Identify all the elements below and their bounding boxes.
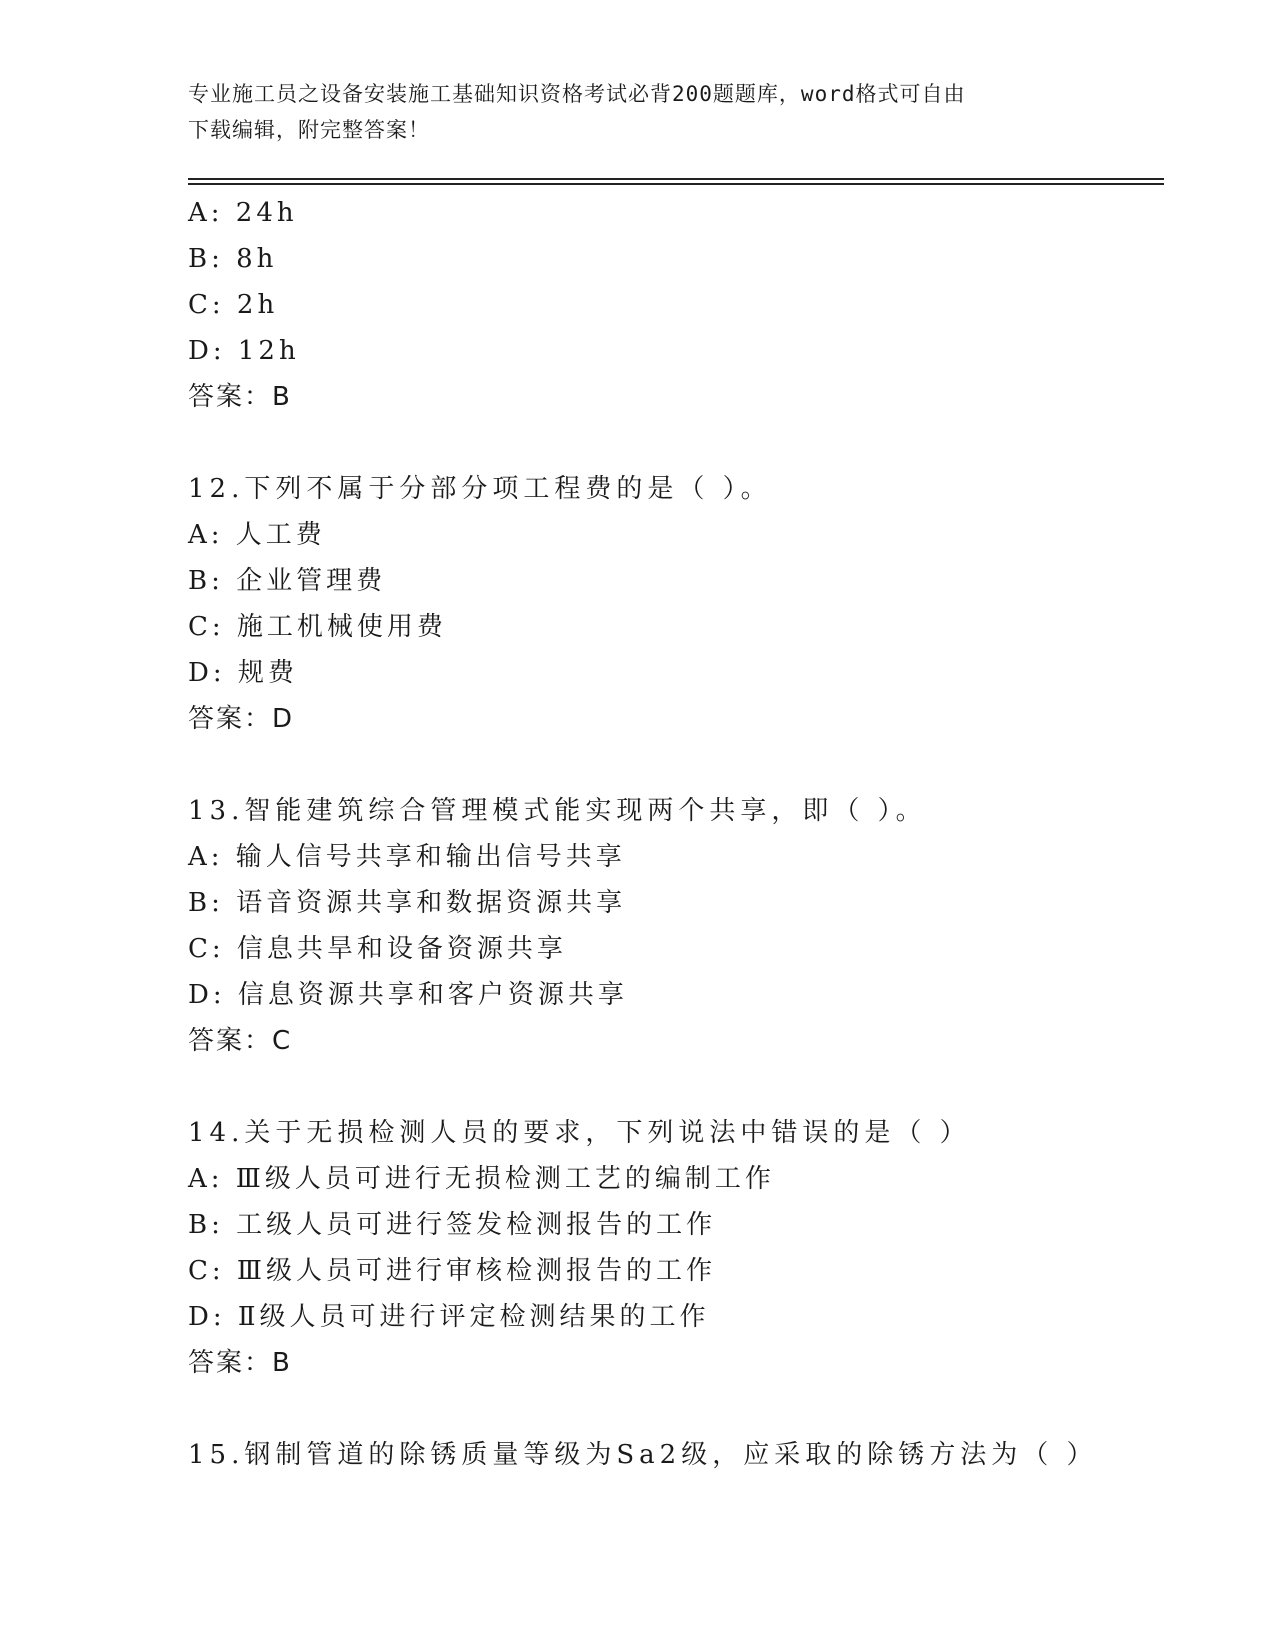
question-stem: 15.钢制管道的除锈质量等级为Sa2级，应采取的除锈方法为（ ） bbox=[188, 1440, 1098, 1470]
answer-text: 答案：C bbox=[188, 1026, 293, 1056]
option-c: C: 施工机械使用费 bbox=[188, 612, 447, 642]
spacer bbox=[188, 742, 1164, 788]
answer-text: 答案：D bbox=[188, 704, 295, 734]
header-line-1: 专业施工员之设备安装施工基础知识资格考试必背200题题库，word格式可自由 bbox=[188, 82, 966, 106]
header-line-2: 下载编辑，附完整答案！ bbox=[188, 118, 430, 142]
option-a: A: 人工费 bbox=[188, 520, 326, 550]
question-block bbox=[188, 788, 1164, 1064]
option-d: D: 12h bbox=[188, 336, 300, 366]
document-header bbox=[188, 76, 1078, 148]
header-divider-top bbox=[188, 178, 1164, 180]
option-d: D: Ⅱ级人员可进行评定检测结果的工作 bbox=[188, 1302, 710, 1332]
option-a: A: 输人信号共享和输出信号共享 bbox=[188, 842, 626, 872]
option-c: C: 2h bbox=[188, 290, 279, 320]
answer-text: 答案：B bbox=[188, 1348, 292, 1378]
option-b: B: 语音资源共享和数据资源共享 bbox=[188, 888, 627, 918]
question-stem: 12.下列不属于分部分项工程费的是（ ）。 bbox=[188, 474, 772, 504]
question-stem: 14.关于无损检测人员的要求，下列说法中错误的是（ ） bbox=[188, 1118, 971, 1148]
option-c: C: Ⅲ级人员可进行审核检测报告的工作 bbox=[188, 1256, 716, 1286]
option-d: D: 信息资源共享和客户资源共享 bbox=[188, 980, 628, 1010]
spacer bbox=[188, 1064, 1164, 1110]
header-divider-bottom bbox=[188, 183, 1164, 185]
option-a: A: Ⅲ级人员可进行无损检测工艺的编制工作 bbox=[188, 1164, 775, 1194]
option-a: A: 24h bbox=[188, 198, 298, 228]
question-block bbox=[188, 466, 1164, 742]
answer-text: 答案：B bbox=[188, 382, 292, 412]
question-block bbox=[188, 1110, 1164, 1386]
question-stem: 13.智能建筑综合管理模式能实现两个共享，即（ ）。 bbox=[188, 796, 927, 826]
option-b: B: 企业管理费 bbox=[188, 566, 387, 596]
question-block bbox=[188, 190, 1164, 420]
option-b: B: 8h bbox=[188, 244, 278, 274]
question-list bbox=[188, 190, 1164, 1478]
question-block bbox=[188, 1432, 1164, 1478]
option-d: D: 规费 bbox=[188, 658, 298, 688]
spacer bbox=[188, 1386, 1164, 1432]
option-b: B: 工级人员可进行签发检测报告的工作 bbox=[188, 1210, 717, 1240]
spacer bbox=[188, 420, 1164, 466]
option-c: C: 信息共旱和设备资源共享 bbox=[188, 934, 567, 964]
